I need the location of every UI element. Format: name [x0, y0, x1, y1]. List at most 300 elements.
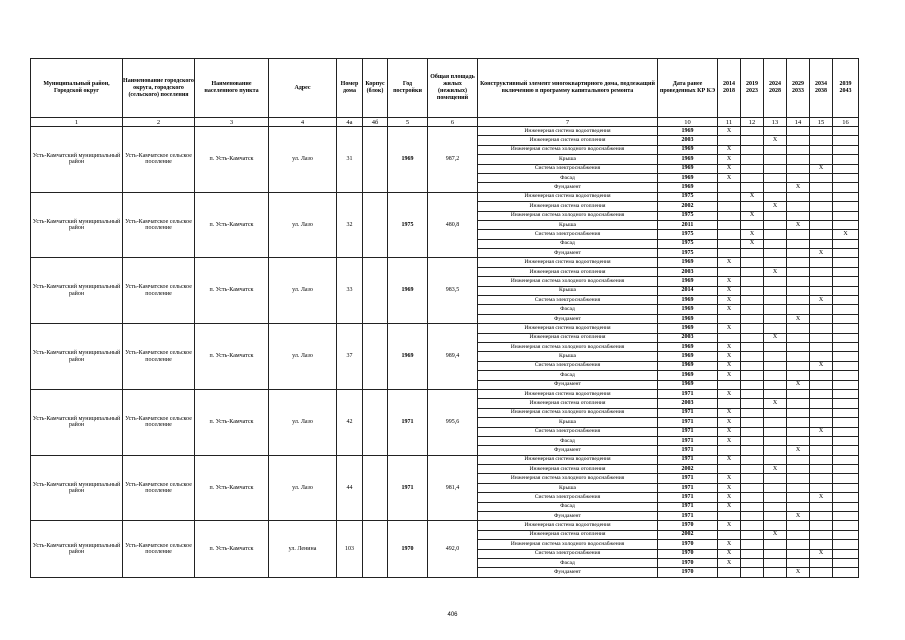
column-header: Адрес: [269, 59, 337, 118]
column-header: Корпус (блок): [363, 59, 388, 118]
repair-period-mark: [741, 202, 764, 211]
repair-period-mark: [764, 155, 787, 164]
repair-period-mark: [718, 465, 741, 474]
repair-period-mark: [810, 127, 833, 136]
repair-period-mark: [787, 465, 810, 474]
column-header: 2034 2038: [810, 59, 833, 118]
repair-period-mark: [764, 173, 787, 182]
document-sheet: [30, 58, 858, 578]
repair-period-mark: [741, 446, 764, 455]
previous-repair-date-cell: 1970: [658, 540, 718, 549]
table-row: [31, 127, 859, 136]
locality-cell: п. Усть-Камчатск: [195, 324, 269, 390]
repair-period-mark: [764, 418, 787, 427]
previous-repair-date-cell: 1969: [658, 324, 718, 333]
repair-period-mark: [764, 127, 787, 136]
previous-repair-date-cell: 2003: [658, 333, 718, 342]
repair-period-mark: [810, 512, 833, 521]
repair-period-mark: [764, 239, 787, 248]
repair-period-mark: [718, 446, 741, 455]
repair-period-mark: [833, 530, 859, 539]
construction-year-cell: 1970: [388, 521, 428, 577]
house-number-cell: 37: [337, 324, 363, 390]
repair-period-mark: [741, 352, 764, 361]
element-name-cell: Фундамент: [478, 380, 658, 389]
repair-period-mark: [741, 540, 764, 549]
page-number: 406: [447, 612, 458, 618]
previous-repair-date-cell: 1970: [658, 568, 718, 577]
repair-period-mark: [787, 239, 810, 248]
table-row: [31, 258, 859, 267]
street-cell: ул. Лазо: [269, 389, 337, 455]
locality-cell: п. Усть-Камчатск: [195, 455, 269, 521]
repair-period-mark: [810, 465, 833, 474]
repair-period-mark: X: [718, 258, 741, 267]
repair-period-mark: [741, 399, 764, 408]
previous-repair-date-cell: 1975: [658, 249, 718, 258]
house-number-cell: 44: [337, 455, 363, 521]
repair-period-mark: [833, 173, 859, 182]
repair-period-mark: X: [787, 568, 810, 577]
repair-period-mark: [787, 305, 810, 314]
element-name-cell: Инженерная система водоотведения: [478, 389, 658, 398]
repair-period-mark: [718, 333, 741, 342]
previous-repair-date-cell: 2003: [658, 136, 718, 145]
street-cell: ул. Лазо: [269, 324, 337, 390]
repair-period-mark: [810, 474, 833, 483]
column-header: 2029 2033: [787, 59, 810, 118]
repair-period-mark: X: [810, 249, 833, 258]
previous-repair-date-cell: 1975: [658, 192, 718, 201]
building-block-cell: [363, 258, 388, 324]
repair-period-mark: [833, 399, 859, 408]
repair-period-mark: [833, 436, 859, 445]
repair-period-mark: [787, 173, 810, 182]
repair-period-mark: [718, 267, 741, 276]
repair-period-mark: [764, 427, 787, 436]
previous-repair-date-cell: 2002: [658, 465, 718, 474]
column-number: 16: [833, 118, 859, 127]
element-name-cell: Фундамент: [478, 568, 658, 577]
table-row: [31, 521, 859, 530]
repair-period-mark: [810, 239, 833, 248]
repair-period-mark: [741, 483, 764, 492]
repair-period-mark: [810, 305, 833, 314]
previous-repair-date-cell: 1969: [658, 296, 718, 305]
repair-period-mark: [787, 342, 810, 351]
repair-period-mark: [764, 342, 787, 351]
repair-period-mark: [787, 436, 810, 445]
element-name-cell: Система электроснабжения: [478, 164, 658, 173]
repair-period-mark: [764, 483, 787, 492]
repair-period-mark: [810, 399, 833, 408]
repair-period-mark: [764, 164, 787, 173]
column-header: 2019 2023: [741, 59, 764, 118]
repair-period-mark: X: [787, 446, 810, 455]
repair-period-mark: [810, 568, 833, 577]
repair-period-mark: [810, 352, 833, 361]
repair-period-mark: [718, 512, 741, 521]
repair-period-mark: [764, 145, 787, 154]
repair-period-mark: X: [810, 361, 833, 370]
repair-period-mark: [718, 249, 741, 258]
repair-period-mark: X: [787, 183, 810, 192]
element-name-cell: Инженерная система отопления: [478, 136, 658, 145]
repair-period-mark: [718, 136, 741, 145]
repair-period-mark: [833, 155, 859, 164]
total-area-cell: 995,6: [428, 389, 478, 455]
previous-repair-date-cell: 2003: [658, 399, 718, 408]
element-name-cell: Инженерная система водоотведения: [478, 258, 658, 267]
total-area-cell: 480,8: [428, 192, 478, 258]
repair-period-mark: [787, 145, 810, 154]
repair-period-mark: [833, 267, 859, 276]
element-name-cell: Крыша: [478, 418, 658, 427]
repair-period-mark: [833, 333, 859, 342]
repair-period-mark: [787, 136, 810, 145]
element-name-cell: Фасад: [478, 173, 658, 182]
repair-period-mark: [764, 192, 787, 201]
repair-period-mark: X: [810, 296, 833, 305]
repair-period-mark: [764, 549, 787, 558]
repair-period-mark: [764, 258, 787, 267]
repair-period-mark: [787, 408, 810, 417]
repair-period-mark: X: [787, 380, 810, 389]
repair-period-mark: [833, 127, 859, 136]
repair-period-mark: [718, 568, 741, 577]
repair-period-mark: X: [764, 530, 787, 539]
repair-period-mark: [833, 324, 859, 333]
repair-period-mark: [764, 211, 787, 220]
column-header: Номер дома: [337, 59, 363, 118]
repair-period-mark: [833, 305, 859, 314]
repair-period-mark: [810, 211, 833, 220]
total-area-cell: 981,4: [428, 455, 478, 521]
repair-period-mark: X: [718, 127, 741, 136]
building-block-cell: [363, 127, 388, 193]
previous-repair-date-cell: 1971: [658, 502, 718, 511]
repair-period-mark: X: [833, 230, 859, 239]
previous-repair-date-cell: 1969: [658, 145, 718, 154]
repair-period-mark: [787, 530, 810, 539]
column-number: 15: [810, 118, 833, 127]
repair-period-mark: [787, 155, 810, 164]
column-number: 14: [787, 118, 810, 127]
repair-period-mark: [833, 549, 859, 558]
column-header: 2014 2018: [718, 59, 741, 118]
repair-period-mark: [810, 324, 833, 333]
repair-period-mark: X: [810, 427, 833, 436]
previous-repair-date-cell: 1970: [658, 549, 718, 558]
repair-period-mark: [764, 249, 787, 258]
repair-period-mark: X: [810, 164, 833, 173]
street-cell: ул. Ленина: [269, 521, 337, 577]
construction-year-cell: 1975: [388, 192, 428, 258]
element-name-cell: Фасад: [478, 371, 658, 380]
column-header: 2039 2043: [833, 59, 859, 118]
district-cell: Усть-Камчатский муниципальный район: [31, 127, 123, 193]
repair-period-mark: X: [718, 155, 741, 164]
previous-repair-date-cell: 1971: [658, 418, 718, 427]
district-cell: Усть-Камчатский муниципальный район: [31, 258, 123, 324]
repair-period-mark: [764, 296, 787, 305]
construction-year-cell: 1971: [388, 389, 428, 455]
repair-period-mark: [718, 220, 741, 229]
previous-repair-date-cell: 1969: [658, 127, 718, 136]
element-name-cell: Инженерная система холодного водоснабжения: [478, 211, 658, 220]
previous-repair-date-cell: 1971: [658, 446, 718, 455]
repair-period-mark: [787, 211, 810, 220]
repair-period-mark: [718, 380, 741, 389]
repair-period-mark: [764, 277, 787, 286]
element-name-cell: Инженерная система отопления: [478, 333, 658, 342]
repair-period-mark: [833, 164, 859, 173]
repair-period-mark: X: [718, 324, 741, 333]
repair-period-mark: [810, 220, 833, 229]
repair-period-mark: [741, 220, 764, 229]
repair-period-mark: [787, 521, 810, 530]
repair-period-mark: [741, 277, 764, 286]
repair-period-mark: [833, 145, 859, 154]
repair-period-mark: [787, 267, 810, 276]
repair-period-mark: [718, 314, 741, 323]
repair-period-mark: [718, 192, 741, 201]
repair-period-mark: X: [718, 502, 741, 511]
column-number-row: [31, 118, 859, 127]
repair-period-mark: [833, 249, 859, 258]
column-number: 3: [195, 118, 269, 127]
repair-period-mark: X: [718, 474, 741, 483]
building-block-cell: [363, 521, 388, 577]
repair-period-mark: [741, 296, 764, 305]
element-name-cell: Инженерная система водоотведения: [478, 127, 658, 136]
repair-period-mark: X: [718, 342, 741, 351]
repair-period-mark: [810, 389, 833, 398]
repair-period-mark: [833, 136, 859, 145]
repair-period-mark: [787, 324, 810, 333]
element-name-cell: Инженерная система отопления: [478, 399, 658, 408]
element-name-cell: Инженерная система холодного водоснабжения: [478, 474, 658, 483]
column-header: Наименование населенного пункта: [195, 59, 269, 118]
repair-period-mark: [787, 164, 810, 173]
repair-period-mark: [810, 173, 833, 182]
total-area-cell: 989,4: [428, 324, 478, 390]
repair-period-mark: [810, 380, 833, 389]
element-name-cell: Инженерная система отопления: [478, 530, 658, 539]
repair-period-mark: X: [787, 512, 810, 521]
repair-period-mark: [810, 540, 833, 549]
column-number: 4б: [363, 118, 388, 127]
repair-period-mark: X: [718, 455, 741, 464]
repair-period-mark: [741, 512, 764, 521]
repair-period-mark: [718, 202, 741, 211]
repair-period-mark: [764, 408, 787, 417]
repair-period-mark: [810, 277, 833, 286]
repair-period-mark: [764, 455, 787, 464]
repair-period-mark: [810, 183, 833, 192]
element-name-cell: Инженерная система холодного водоснабжения: [478, 408, 658, 417]
district-cell: Усть-Камчатский муниципальный район: [31, 324, 123, 390]
repair-period-mark: [833, 540, 859, 549]
district-cell: Усть-Камчатский муниципальный район: [31, 192, 123, 258]
repair-period-mark: [833, 521, 859, 530]
previous-repair-date-cell: 1971: [658, 427, 718, 436]
repair-period-mark: [810, 258, 833, 267]
previous-repair-date-cell: 1971: [658, 436, 718, 445]
repair-period-mark: [741, 127, 764, 136]
repair-period-mark: [810, 483, 833, 492]
repair-period-mark: [787, 277, 810, 286]
repair-period-mark: [741, 145, 764, 154]
table-header-row: [31, 59, 859, 118]
repair-period-mark: [741, 267, 764, 276]
previous-repair-date-cell: 1969: [658, 305, 718, 314]
column-number: 13: [764, 118, 787, 127]
repair-period-mark: [810, 192, 833, 201]
repair-period-mark: X: [741, 211, 764, 220]
repair-period-mark: [741, 521, 764, 530]
repair-period-mark: [741, 568, 764, 577]
repair-period-mark: X: [810, 493, 833, 502]
repair-period-mark: [810, 342, 833, 351]
element-name-cell: Фасад: [478, 502, 658, 511]
repair-period-mark: [833, 455, 859, 464]
element-name-cell: Крыша: [478, 220, 658, 229]
column-header: Дата ранее проведенных КР КЭ: [658, 59, 718, 118]
building-block-cell: [363, 389, 388, 455]
previous-repair-date-cell: 2014: [658, 286, 718, 295]
previous-repair-date-cell: 1971: [658, 408, 718, 417]
repair-period-mark: X: [718, 164, 741, 173]
repair-period-mark: [741, 361, 764, 370]
repair-period-mark: [810, 521, 833, 530]
previous-repair-date-cell: 1971: [658, 474, 718, 483]
repair-period-mark: [810, 267, 833, 276]
column-number: 1: [31, 118, 123, 127]
repair-period-mark: [810, 230, 833, 239]
element-name-cell: Крыша: [478, 286, 658, 295]
previous-repair-date-cell: 1971: [658, 493, 718, 502]
repair-period-mark: [764, 389, 787, 398]
repair-period-mark: [741, 173, 764, 182]
element-name-cell: Инженерная система холодного водоснабжения: [478, 277, 658, 286]
repair-period-mark: X: [718, 173, 741, 182]
repair-period-mark: X: [718, 277, 741, 286]
repair-period-mark: [764, 446, 787, 455]
building-block-cell: [363, 324, 388, 390]
building-block-cell: [363, 455, 388, 521]
settlement-cell: Усть-Камчатское сельское поселение: [123, 192, 195, 258]
table-row: [31, 192, 859, 201]
repair-period-mark: [741, 286, 764, 295]
repair-period-mark: [764, 352, 787, 361]
element-name-cell: Система электроснабжения: [478, 361, 658, 370]
repair-period-mark: [833, 408, 859, 417]
repair-period-mark: [764, 324, 787, 333]
repair-period-mark: [833, 418, 859, 427]
repair-period-mark: X: [787, 220, 810, 229]
element-name-cell: Инженерная система водоотведения: [478, 324, 658, 333]
previous-repair-date-cell: 1975: [658, 230, 718, 239]
repair-period-mark: [741, 249, 764, 258]
repair-period-mark: [787, 558, 810, 567]
repair-period-mark: [833, 202, 859, 211]
repair-period-mark: X: [718, 361, 741, 370]
element-name-cell: Система электроснабжения: [478, 296, 658, 305]
repair-period-mark: [741, 164, 764, 173]
repair-period-mark: [718, 530, 741, 539]
repair-period-mark: [741, 455, 764, 464]
element-name-cell: Фундамент: [478, 183, 658, 192]
repair-period-mark: [741, 371, 764, 380]
repair-period-mark: [741, 427, 764, 436]
repair-period-mark: X: [764, 267, 787, 276]
element-name-cell: Инженерная система отопления: [478, 202, 658, 211]
element-name-cell: Инженерная система отопления: [478, 465, 658, 474]
element-name-cell: Инженерная система водоотведения: [478, 455, 658, 464]
repair-period-mark: [787, 249, 810, 258]
settlement-cell: Усть-Камчатское сельское поселение: [123, 521, 195, 577]
repair-period-mark: [764, 230, 787, 239]
previous-repair-date-cell: 1969: [658, 352, 718, 361]
repair-period-mark: [810, 145, 833, 154]
repair-period-mark: X: [718, 436, 741, 445]
repair-period-mark: [787, 286, 810, 295]
repair-period-mark: [764, 314, 787, 323]
repair-period-mark: [787, 483, 810, 492]
previous-repair-date-cell: 1971: [658, 483, 718, 492]
element-name-cell: Инженерная система отопления: [478, 267, 658, 276]
column-number: 4: [269, 118, 337, 127]
element-name-cell: Фундамент: [478, 446, 658, 455]
element-name-cell: Система электроснабжения: [478, 230, 658, 239]
repair-period-mark: [833, 483, 859, 492]
locality-cell: п. Усть-Камчатск: [195, 389, 269, 455]
house-number-cell: 32: [337, 192, 363, 258]
previous-repair-date-cell: 1969: [658, 342, 718, 351]
repair-period-mark: [810, 408, 833, 417]
street-cell: ул. Лазо: [269, 455, 337, 521]
repair-period-mark: [833, 568, 859, 577]
repair-period-mark: [741, 436, 764, 445]
total-area-cell: 987,2: [428, 127, 478, 193]
construction-year-cell: 1969: [388, 324, 428, 390]
repair-period-mark: [810, 155, 833, 164]
repair-period-mark: [833, 465, 859, 474]
repair-period-mark: [787, 371, 810, 380]
repair-period-mark: [764, 493, 787, 502]
repair-period-mark: [833, 446, 859, 455]
table-row: [31, 389, 859, 398]
repair-period-mark: [764, 502, 787, 511]
locality-cell: п. Усть-Камчатск: [195, 192, 269, 258]
repair-period-mark: X: [718, 493, 741, 502]
repair-period-mark: [741, 183, 764, 192]
repair-period-mark: [833, 371, 859, 380]
repair-period-mark: [810, 371, 833, 380]
previous-repair-date-cell: 1969: [658, 173, 718, 182]
repair-period-mark: [718, 230, 741, 239]
locality-cell: п. Усть-Камчатск: [195, 127, 269, 193]
house-number-cell: 31: [337, 127, 363, 193]
column-number: 12: [741, 118, 764, 127]
element-name-cell: Инженерная система холодного водоснабжения: [478, 145, 658, 154]
repair-period-mark: [741, 258, 764, 267]
element-name-cell: Инженерная система водоотведения: [478, 192, 658, 201]
repair-period-mark: [741, 342, 764, 351]
table-body: [31, 127, 859, 578]
repair-period-mark: [833, 389, 859, 398]
